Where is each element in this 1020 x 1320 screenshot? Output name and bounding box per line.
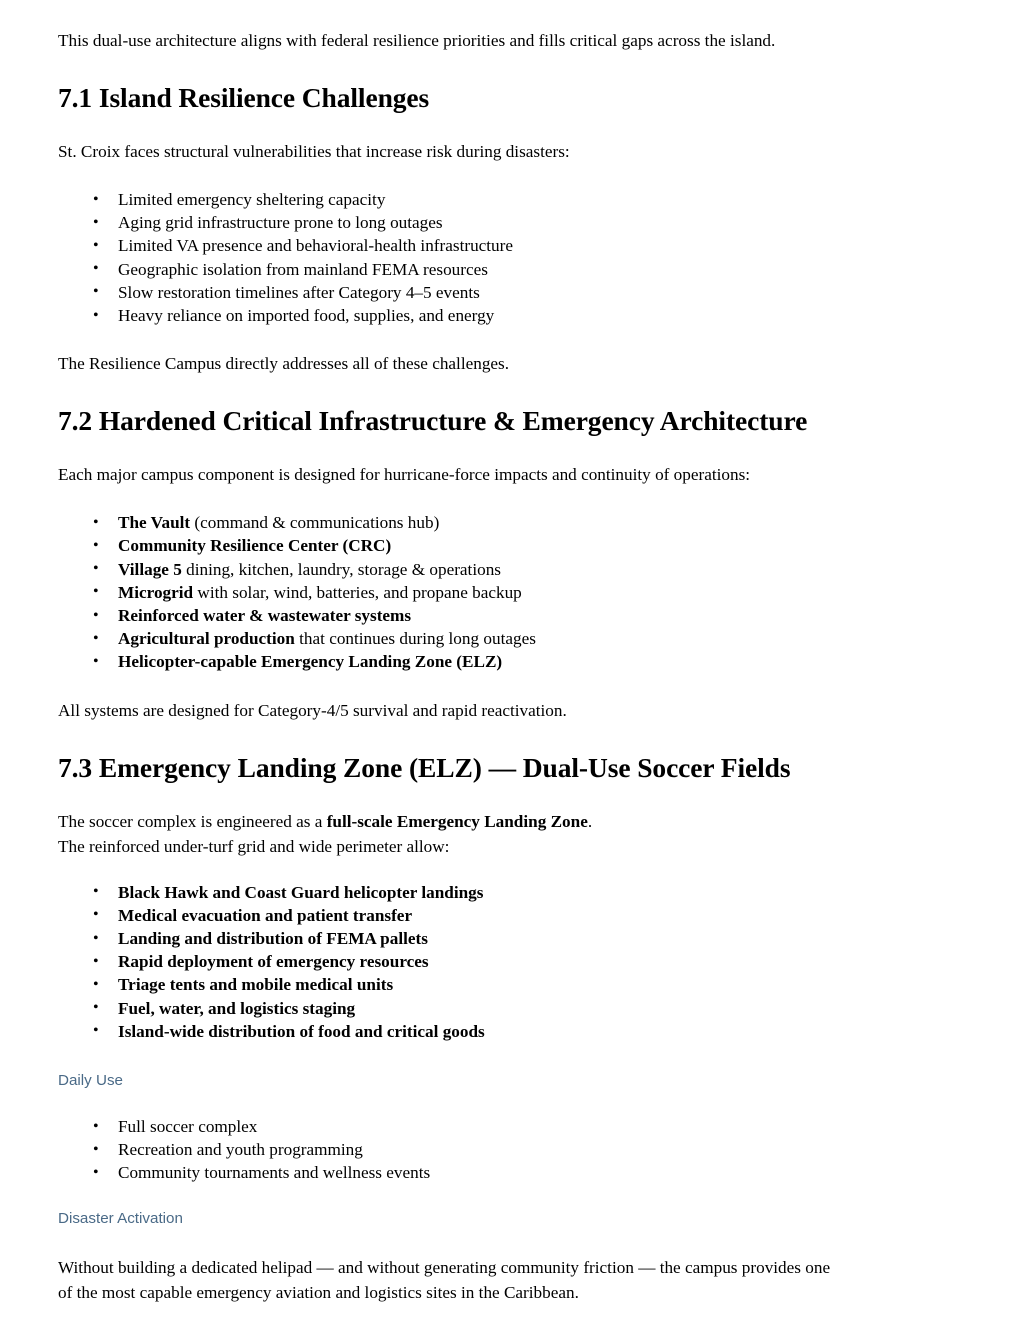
list-item-label: Medical evacuation and patient transfer (118, 905, 413, 925)
list-item-detail: with solar, wind, batteries, and propane backup (193, 582, 522, 602)
spacer (58, 1091, 962, 1115)
lead-suffix: . (587, 811, 593, 831)
list-item (58, 581, 962, 604)
list-item-label: Recreation and youth programming (118, 1140, 363, 1160)
list-item (58, 997, 962, 1020)
spacer (58, 1185, 962, 1209)
list-item (58, 627, 962, 650)
list-item (58, 558, 962, 581)
list-item (58, 1115, 962, 1138)
final-paragraph (58, 1255, 962, 1305)
final-paragraph-line-1: Without building a dedicated helipad — and without generating community friction — the campus provides one (58, 1257, 831, 1277)
spacer (58, 438, 962, 462)
list-item-detail: dining, kitchen, laundry, storage & operations (181, 559, 501, 579)
list-item (58, 973, 962, 996)
list-item-term: Village 5 (118, 559, 182, 579)
list-item-term: The Vault (118, 513, 191, 533)
list-item (58, 304, 962, 327)
list-item-label: Fuel, water, and logistics staging (118, 998, 356, 1018)
list-item-detail: (command & communications hub) (190, 513, 440, 533)
section-heading-7-2: 7.2 Hardened Critical Infrastructure & Emergency Architecture (58, 405, 808, 437)
list-item-label: Full soccer complex (118, 1117, 258, 1137)
spacer (58, 164, 962, 188)
list-item-label: Community tournaments and wellness events (118, 1163, 431, 1183)
list-item-term: Microgrid (118, 582, 194, 602)
list-item-detail: that continues during long outages (294, 629, 536, 649)
list-item (58, 258, 962, 281)
list-item-term: Reinforced water & wastewater systems (118, 606, 412, 626)
list-item (58, 650, 962, 673)
section-7-1-bullet-list (58, 188, 962, 327)
section-7-3-bullet-list (58, 881, 962, 1043)
list-item (58, 1020, 962, 1043)
spacer (58, 1043, 962, 1071)
final-paragraph-line-2: of the most capable emergency aviation and logistics sites in the Caribbean. (58, 1282, 579, 1302)
intro-paragraph: This dual-use architecture aligns with federal resilience priorities and fills critical gaps across the island. (58, 31, 776, 50)
list-item (58, 950, 962, 973)
list-item (58, 927, 962, 950)
list-item-label: Limited emergency sheltering capacity (118, 190, 386, 209)
list-item-label: Triage tents and mobile medical units (118, 975, 394, 995)
section-7-1-lead-paragraph: St. Croix faces structural vulnerabilities that increase risk during disasters: (58, 142, 570, 161)
list-item (58, 211, 962, 234)
section-7-3-lead-paragraph (58, 809, 962, 859)
spacer (58, 487, 962, 511)
list-item (58, 281, 962, 304)
spacer (58, 723, 962, 751)
list-item (58, 234, 962, 257)
list-item (58, 604, 962, 627)
section-heading-7-3: 7.3 Emergency Landing Zone (ELZ) — Dual-Use Soccer Fields (58, 751, 791, 783)
spacer (58, 376, 962, 404)
list-item-label: Geographic isolation from mainland FEMA resources (118, 259, 488, 279)
list-item-label: Limited VA presence and behavioral-health infrastructure (118, 236, 514, 256)
list-item-label: Slow restoration timelines after Category 4–5 events (118, 282, 480, 302)
list-item-label: Island-wide distribution of food and critical goods (118, 1021, 485, 1041)
section-heading-7-1: 7.1 Island Resilience Challenges (58, 82, 430, 113)
lead-bold-term: full-scale Emergency Landing Zone (326, 811, 588, 831)
spacer (58, 53, 962, 81)
spacer (58, 327, 962, 351)
list-item (58, 1138, 962, 1161)
list-item-label: Aging grid infrastructure prone to long outages (118, 213, 443, 233)
list-item (58, 881, 962, 904)
lead-prefix: The soccer complex is engineered as a (58, 811, 327, 831)
section-7-2-bullet-list (58, 511, 962, 673)
daily-use-bullet-list (58, 1115, 962, 1185)
list-item-label: Heavy reliance on imported food, supplies, and energy (118, 306, 495, 326)
spacer (58, 674, 962, 698)
list-item (58, 534, 962, 557)
list-item-label: Landing and distribution of FEMA pallets (118, 929, 428, 949)
sub-heading-daily-use: Daily Use (58, 1072, 123, 1090)
list-item-term: Agricultural production (118, 629, 295, 649)
section-7-2-lead-paragraph: Each major campus component is designed for hurricane-force impacts and continuity of operations: (58, 465, 751, 485)
section-7-2-closing-paragraph: All systems are designed for Category-4/5 survival and rapid reactivation. (58, 700, 567, 720)
spacer (58, 1229, 962, 1255)
list-item-term: Helicopter-capable Emergency Landing Zone (ELZ) (118, 652, 503, 672)
spacer (58, 115, 962, 139)
list-item (58, 904, 962, 927)
spacer (58, 859, 962, 881)
list-item-label: Black Hawk and Coast Guard helicopter landings (118, 882, 484, 902)
list-item-label: Rapid deployment of emergency resources (118, 952, 429, 972)
list-item (58, 1161, 962, 1184)
spacer (58, 785, 962, 809)
lead-second-line: The reinforced under-turf grid and wide perimeter allow: (58, 836, 450, 856)
list-item-term: Community Resilience Center (CRC) (118, 536, 392, 556)
sub-heading-disaster-activation: Disaster Activation (58, 1209, 183, 1227)
section-7-1-closing-paragraph: The Resilience Campus directly addresses all of these challenges. (58, 354, 510, 374)
list-item (58, 188, 962, 211)
list-item (58, 511, 962, 534)
